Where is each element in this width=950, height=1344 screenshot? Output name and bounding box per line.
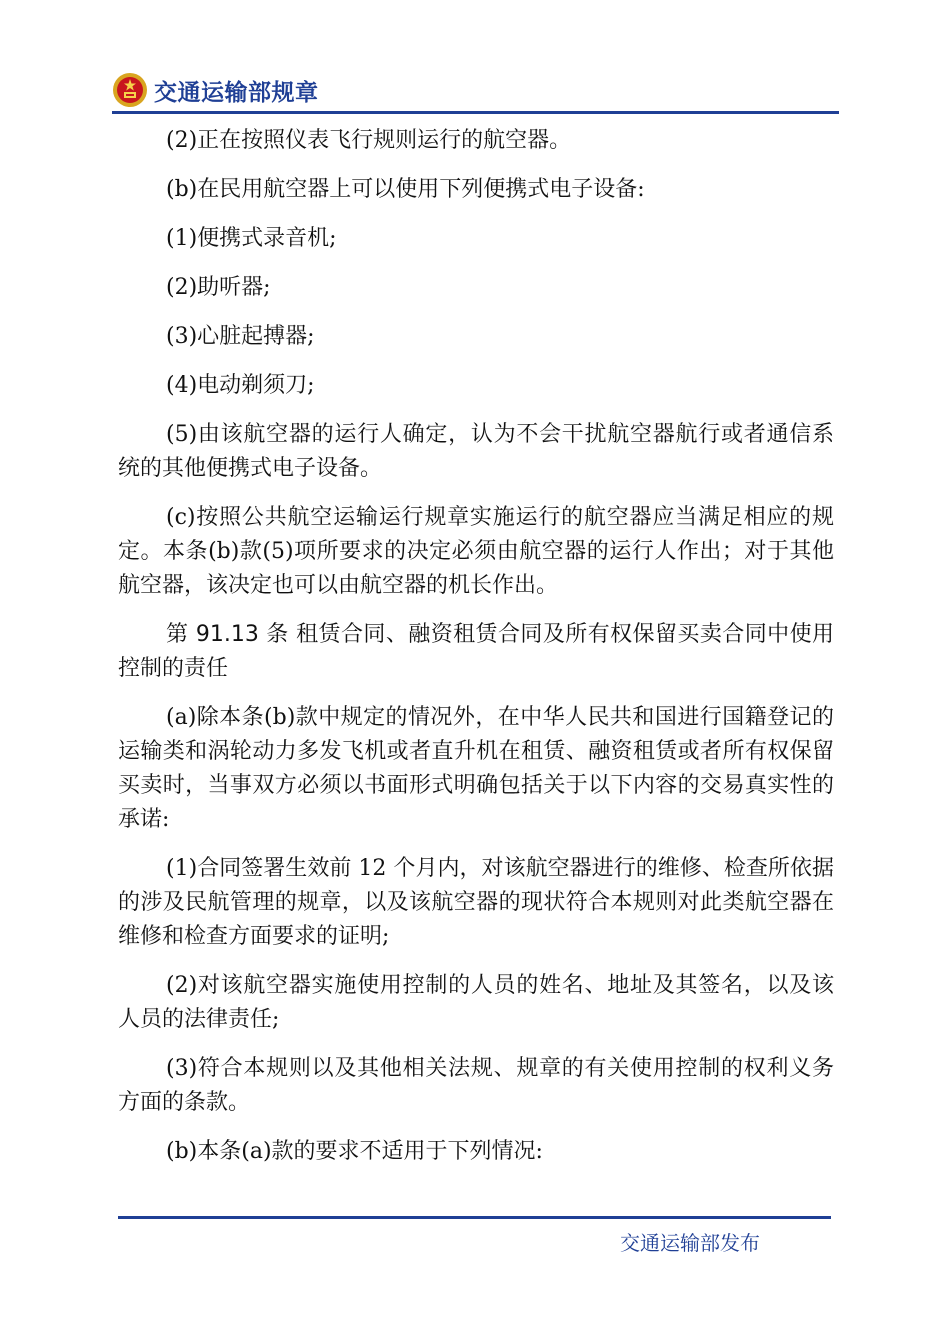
paragraph: (2)助听器; — [166, 275, 271, 300]
paragraph: (5)由该航空器的运行人确定，认为不会干扰航空器航行或者通信系统的其他便携式电子设备。 — [118, 422, 834, 481]
paragraph: (a)除本条(b)款中规定的情况外，在中华人民共和国进行国籍登记的运输类和涡轮动力多发飞机或者直升机在租赁、融资租赁或者所有权保留买卖时，当事双方必须以书面形式明确包括关于以下内容的交易真实性的承诺: — [118, 705, 834, 832]
article-heading: 第 91.13 条 租赁合同、融资租赁合同及所有权保留买卖合同中使用控制的责任 — [118, 622, 834, 681]
national-emblem-icon — [112, 72, 148, 108]
footer-divider — [118, 1216, 831, 1219]
page-header — [112, 70, 840, 110]
paragraph: (2)对该航空器实施使用控制的人员的姓名、地址及其签名，以及该人员的法律责任; — [118, 973, 834, 1032]
paragraph: (b)在民用航空器上可以使用下列便携式电子设备: — [166, 177, 645, 202]
paragraph: (b)本条(a)款的要求不适用于下列情况: — [166, 1139, 543, 1164]
paragraph: (3)心脏起搏器; — [166, 324, 315, 349]
paragraph: (3)符合本规则以及其他相关法规、规章的有关使用控制的权利义务方面的条款。 — [118, 1056, 834, 1115]
paragraph: (1)合同签署生效前 12 个月内，对该航空器进行的维修、检查所依据的涉及民航管理的规章，以及该航空器的现状符合本规则对此类航空器在维修和检查方面要求的证明; — [118, 856, 834, 949]
paragraph: (4)电动剃须刀; — [166, 373, 315, 398]
header-divider — [112, 111, 839, 114]
document-body — [118, 124, 834, 1184]
header-title: 交通运输部规章 — [154, 80, 319, 106]
paragraph: (1)便携式录音机; — [166, 226, 337, 251]
paragraph: (c)按照公共航空运输运行规章实施运行的航空器应当满足相应的规定。本条(b)款(5)项所要求的决定必须由航空器的运行人作出；对于其他航空器，该决定也可以由航空器的机长作出。 — [118, 505, 834, 598]
footer-publisher: 交通运输部发布 — [620, 1231, 760, 1255]
paragraph: (2)正在按照仪表飞行规则运行的航空器。 — [166, 128, 572, 153]
